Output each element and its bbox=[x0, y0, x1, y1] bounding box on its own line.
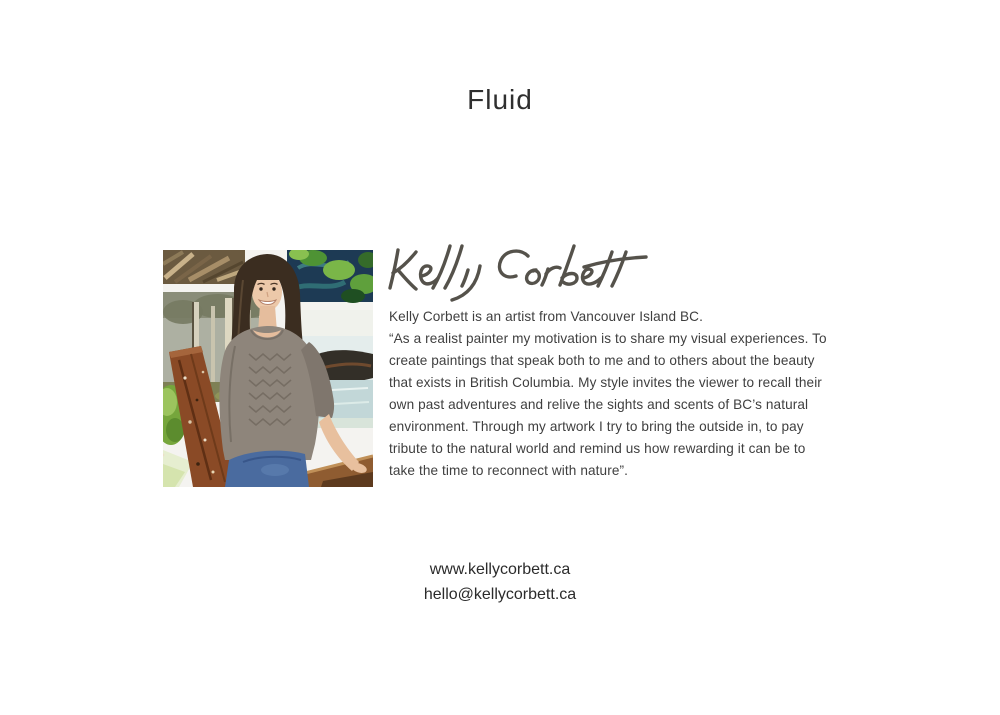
bio-line: Kelly Corbett is an artist from Vancouver Island BC. bbox=[389, 309, 703, 324]
bio-line: that exists in British Columbia. My style invites the viewer to recall their bbox=[389, 375, 822, 390]
artist-signature bbox=[388, 236, 650, 302]
signature-strokes bbox=[388, 236, 650, 302]
bio-line: environment. Through my artwork I try to bring the outside in, to pay bbox=[389, 419, 804, 434]
bio-line: create paintings that speak both to me and to others about the beauty bbox=[389, 353, 815, 368]
artist-bio bbox=[389, 306, 879, 482]
page-title: Fluid bbox=[467, 84, 533, 115]
bio-line: take the time to reconnect with nature”. bbox=[389, 463, 628, 478]
bio-line: “As a realist painter my motivation is to share my visual experiences. To bbox=[389, 331, 827, 346]
bio-line: tribute to the natural world and remind us how rewarding it can be to bbox=[389, 441, 806, 456]
artist-photo-illustration bbox=[163, 250, 373, 487]
email-text: hello@kellycorbett.ca bbox=[423, 586, 577, 603]
painting-driftwood bbox=[163, 250, 245, 284]
bio-line: own past adventures and relive the sights and scents of BC’s natural bbox=[389, 397, 809, 412]
website-text: www.kellycorbett.ca bbox=[429, 561, 571, 578]
contact-block bbox=[0, 557, 1000, 607]
artist-photo bbox=[163, 250, 373, 487]
